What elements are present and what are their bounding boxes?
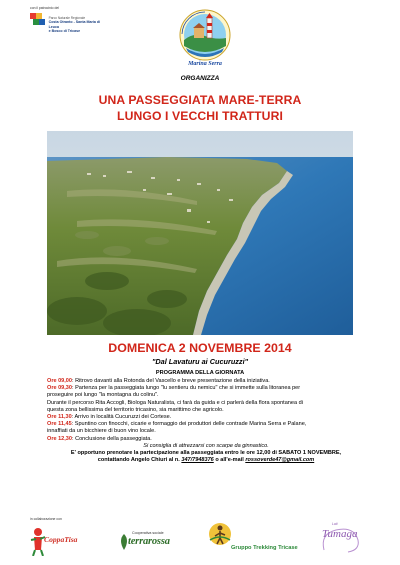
program-text: proseguire poi lungo "la montagna du colinu". bbox=[47, 392, 159, 399]
park-name: Parco Naturale Regionale Costa Otranto - Santa Maria di Leuca e Bosco di Tricase bbox=[48, 16, 101, 34]
program-item: Ore 09,00: Ritrovo davanti alla Rotonda del Vascello e breve presentazione della iniziativa. bbox=[47, 378, 270, 384]
advice-note: Si consiglia di attrezzarsi con scarpe da ginnastico. bbox=[143, 442, 269, 449]
sponsor-tumaga-logo bbox=[318, 520, 366, 556]
sponsor-terrarossa-name: terrarossa bbox=[128, 536, 170, 547]
email-link[interactable]: rossoverde47@gmail.com bbox=[245, 457, 315, 464]
patronage-block bbox=[30, 6, 110, 34]
patronage-caption: con il patrocinio del bbox=[30, 6, 60, 10]
program-item: Ore 12,30: Conclusione della passeggiata. bbox=[47, 435, 152, 442]
sponsor-coppatisa-logo bbox=[30, 526, 92, 556]
sponsor-trekking-name: Gruppo Trekking Tricase bbox=[231, 545, 298, 551]
program-text: questa zona bellissima del territorio tricasino, sia marittimo che agricolo. bbox=[47, 406, 224, 413]
coastline-illustration bbox=[47, 131, 353, 335]
program-item: Ore 09,30: Partenza per la passeggiata lungo "lu sentieru du nemicu" che si immette sulla litoranea per bbox=[47, 385, 301, 392]
program-list bbox=[47, 378, 365, 464]
sponsor-terrarossa-logo bbox=[118, 530, 180, 552]
phone-number[interactable]: 347/7948376 bbox=[181, 457, 214, 464]
park-logo bbox=[30, 13, 110, 34]
collaboration-caption: in collaborazione con bbox=[30, 517, 62, 521]
event-date: DOMENICA 2 NOVEMBRE 2014 bbox=[108, 341, 292, 355]
sponsor-trekking-logo bbox=[208, 522, 298, 556]
program-text: innaffiati da un bicchiere di buon vino locale. bbox=[47, 428, 156, 435]
coastline-photo bbox=[47, 131, 353, 335]
sponsor-terrarossa-caption: Cooperativa sociale bbox=[132, 531, 164, 535]
program-heading: PROGRAMMA DELLA GIORNATA bbox=[155, 370, 245, 376]
sponsor-tumaga-name: Tumaga bbox=[322, 528, 358, 540]
program-item: Ore 11,45: Spuntino con finocchi, cicarie e formaggio dei produttori delle contrade Marina Serra e Palane, bbox=[47, 421, 307, 428]
park-emblem-icon bbox=[30, 13, 46, 27]
sponsor-coppatisa-name: CoppaTisa bbox=[44, 535, 78, 544]
event-subtitle: "Dal Lavaturu ai Cucuruzzi" bbox=[151, 357, 249, 366]
booking-notice: E' opportuno prenotare la partecipazione alla passeggiata entro le ore 12,00 di SABATO 1 NOVEMBRE, bbox=[70, 450, 342, 457]
event-title-line1: UNA PASSEGGIATA MARE-TERRA bbox=[98, 93, 302, 107]
sponsor-tumaga-caption: Lati bbox=[332, 522, 338, 526]
association-logo bbox=[172, 6, 238, 74]
program-item: Ore 11,30: Arrivo in località Cucuruzzi dei Cortese. bbox=[47, 414, 172, 421]
organizer-label: ORGANIZZA bbox=[180, 75, 220, 82]
program-text: Durante il percorso Rita Accogli, Biologa Naturalista, ci farà da guida e ci parlerà della flora spontanea di bbox=[47, 399, 303, 406]
event-title-line2: LUNGO I VECCHI TRATTURI bbox=[117, 109, 283, 123]
association-name: Marina Serra bbox=[188, 61, 222, 67]
booking-contact: contattando Angelo Chiuri al n. 347/7948376 o all'e-mail rossoverde47@gmail.com bbox=[97, 457, 315, 464]
hiker-icon bbox=[208, 522, 232, 546]
